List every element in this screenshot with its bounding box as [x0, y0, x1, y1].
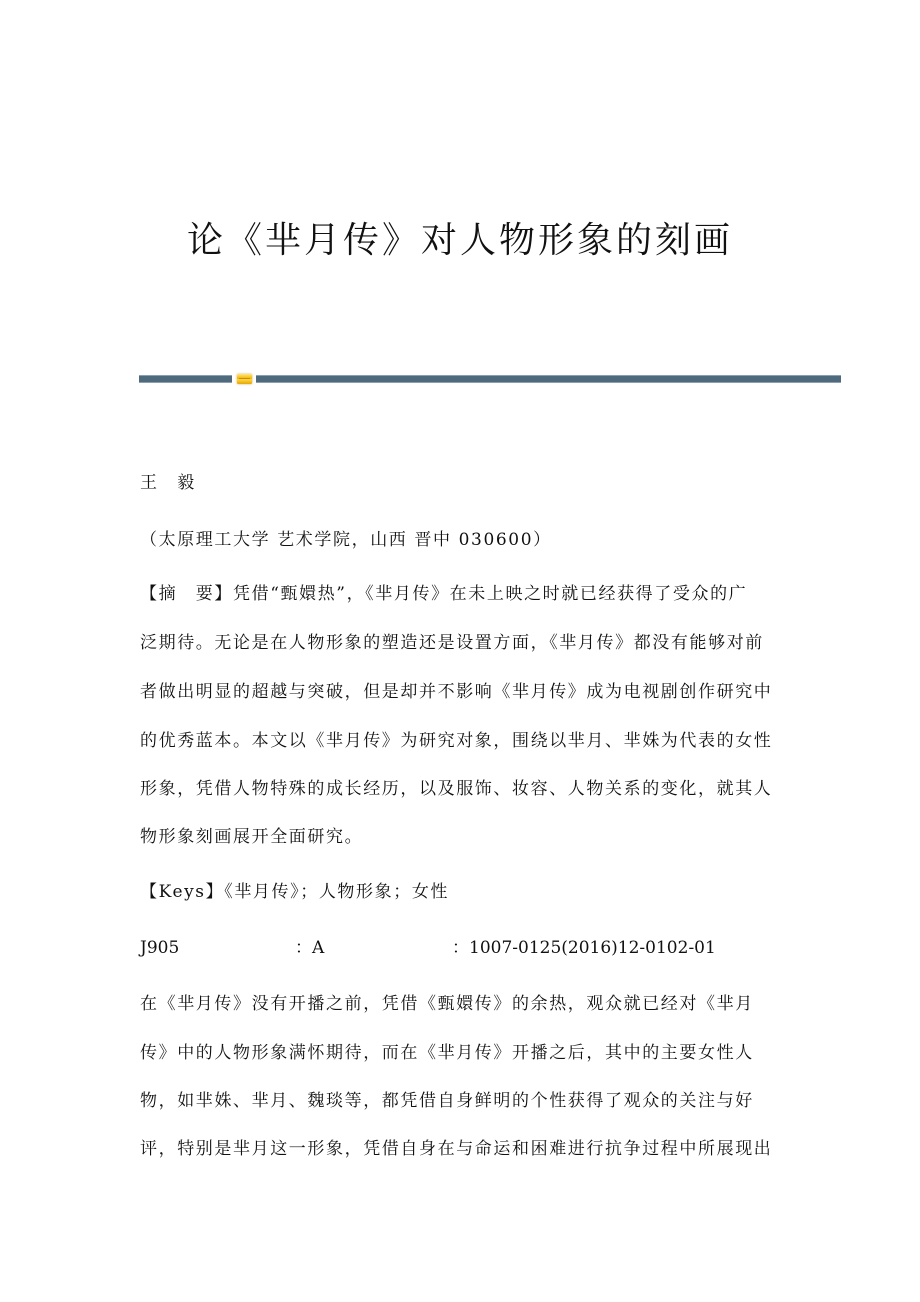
keywords: 【Keys】《芈月传》；人物形象；女性: [140, 882, 450, 902]
divider-bar-right: [256, 375, 841, 383]
abstract-line: 物形象刻画展开全面研究。: [140, 827, 364, 847]
article-id: ：1007-0125(2016)12-0102-01: [452, 938, 716, 958]
divider-gem-icon: [237, 374, 252, 384]
body-line: 传》中的人物形象满怀期待，而在《芈月传》开播之后，其中的主要女性人: [140, 1043, 754, 1063]
abstract-line: 泛期待。无论是在人物形象的塑造还是设置方面，《芈月传》都没有能够对前: [140, 633, 764, 653]
abstract-line: 者做出明显的超越与突破，但是却并不影响《芈月传》成为电视剧创作研究中: [140, 682, 773, 702]
affiliation: （太原理工大学 艺术学院，山西 晋中 030600）: [140, 530, 552, 550]
title-divider: [139, 374, 841, 384]
abstract-line: 形象，凭借人物特殊的成长经历，以及服饰、妆容、人物关系的变化，就其人: [140, 779, 773, 799]
document-title: 论《芈月传》对人物形象的刻画: [186, 220, 733, 261]
author-name: 王 毅: [140, 473, 196, 493]
divider-bar-left: [139, 375, 232, 383]
body-line: 在《芈月传》没有开播之前，凭借《甄嬛传》的余热，观众就已经对《芈月: [140, 994, 754, 1014]
document-code: ：A: [295, 938, 325, 958]
body-line: 物，如芈姝、芈月、魏琰等，都凭借自身鲜明的个性获得了观众的关注与好: [140, 1091, 754, 1111]
body-line: 评，特别是芈月这一形象，凭借自身在与命运和困难进行抗争过程中所展现出: [140, 1139, 773, 1159]
clc-number: J905: [140, 938, 180, 958]
abstract-line: 【摘 要】凭借“甄嬛热”，《芈月传》在未上映之时就已经获得了受众的广: [140, 584, 748, 604]
abstract-line: 的优秀蓝本。本文以《芈月传》为研究对象，围绕以芈月、芈姝为代表的女性: [140, 731, 773, 751]
